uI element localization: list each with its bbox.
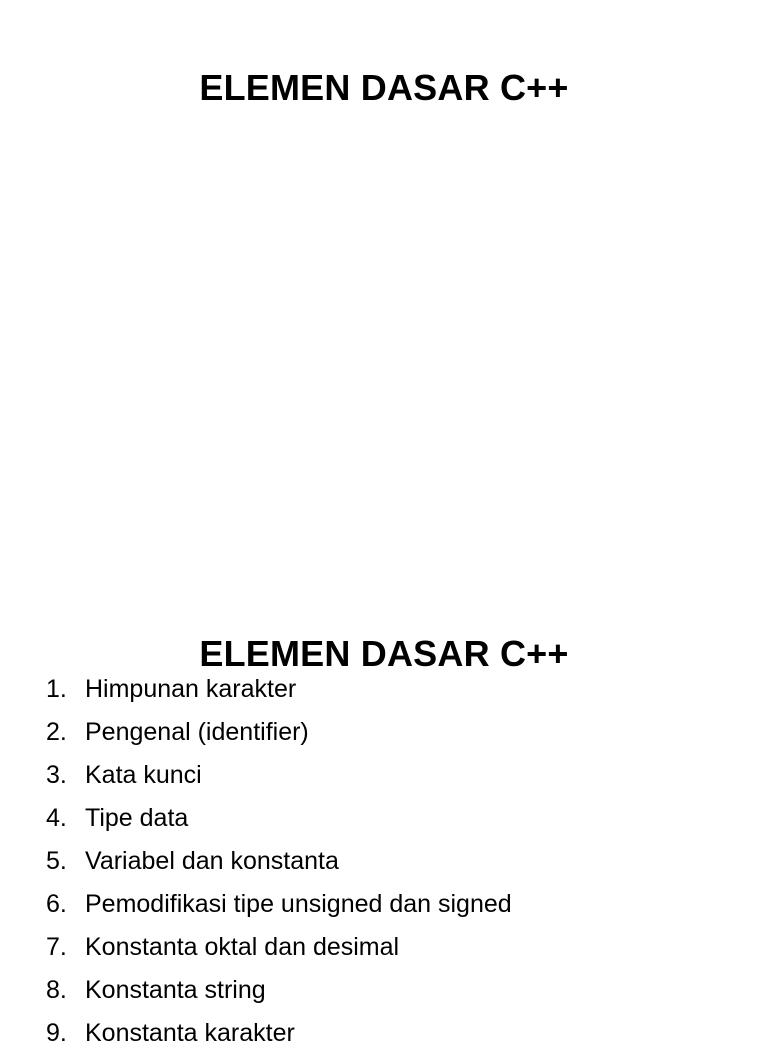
slide-title: ELEMEN DASAR C++	[199, 67, 569, 109]
item-text: Variabel dan konstanta	[85, 847, 339, 875]
item-text: Himpunan karakter	[85, 675, 297, 703]
list-item	[46, 969, 512, 1012]
item-number: 5.	[46, 847, 67, 875]
list-item	[46, 883, 512, 926]
item-text: Konstanta string	[85, 976, 266, 1004]
list-item	[46, 926, 512, 969]
slide-title: ELEMEN DASAR C++	[199, 632, 569, 674]
item-text: Kata kunci	[85, 761, 202, 789]
list-item	[46, 1012, 512, 1055]
item-text: Pemodifikasi tipe unsigned dan signed	[85, 890, 512, 918]
item-text: Konstanta karakter	[85, 1019, 295, 1047]
numbered-list	[46, 668, 512, 1055]
item-text: Pengenal (identifier)	[85, 718, 309, 746]
item-number: 1.	[46, 675, 67, 703]
item-number: 8.	[46, 976, 67, 1004]
item-text: Tipe data	[85, 804, 189, 832]
item-number: 3.	[46, 761, 67, 789]
list-item	[46, 797, 512, 840]
item-number: 2.	[46, 718, 67, 746]
list-item	[46, 668, 512, 711]
item-number: 6.	[46, 890, 67, 918]
item-number: 4.	[46, 804, 67, 832]
content-slide	[0, 576, 768, 1047]
list-item	[46, 711, 512, 754]
list-item	[46, 754, 512, 797]
list-item	[46, 840, 512, 883]
item-number: 9.	[46, 1019, 67, 1047]
item-text: Konstanta oktal dan desimal	[85, 933, 400, 961]
item-number: 7.	[46, 933, 67, 961]
